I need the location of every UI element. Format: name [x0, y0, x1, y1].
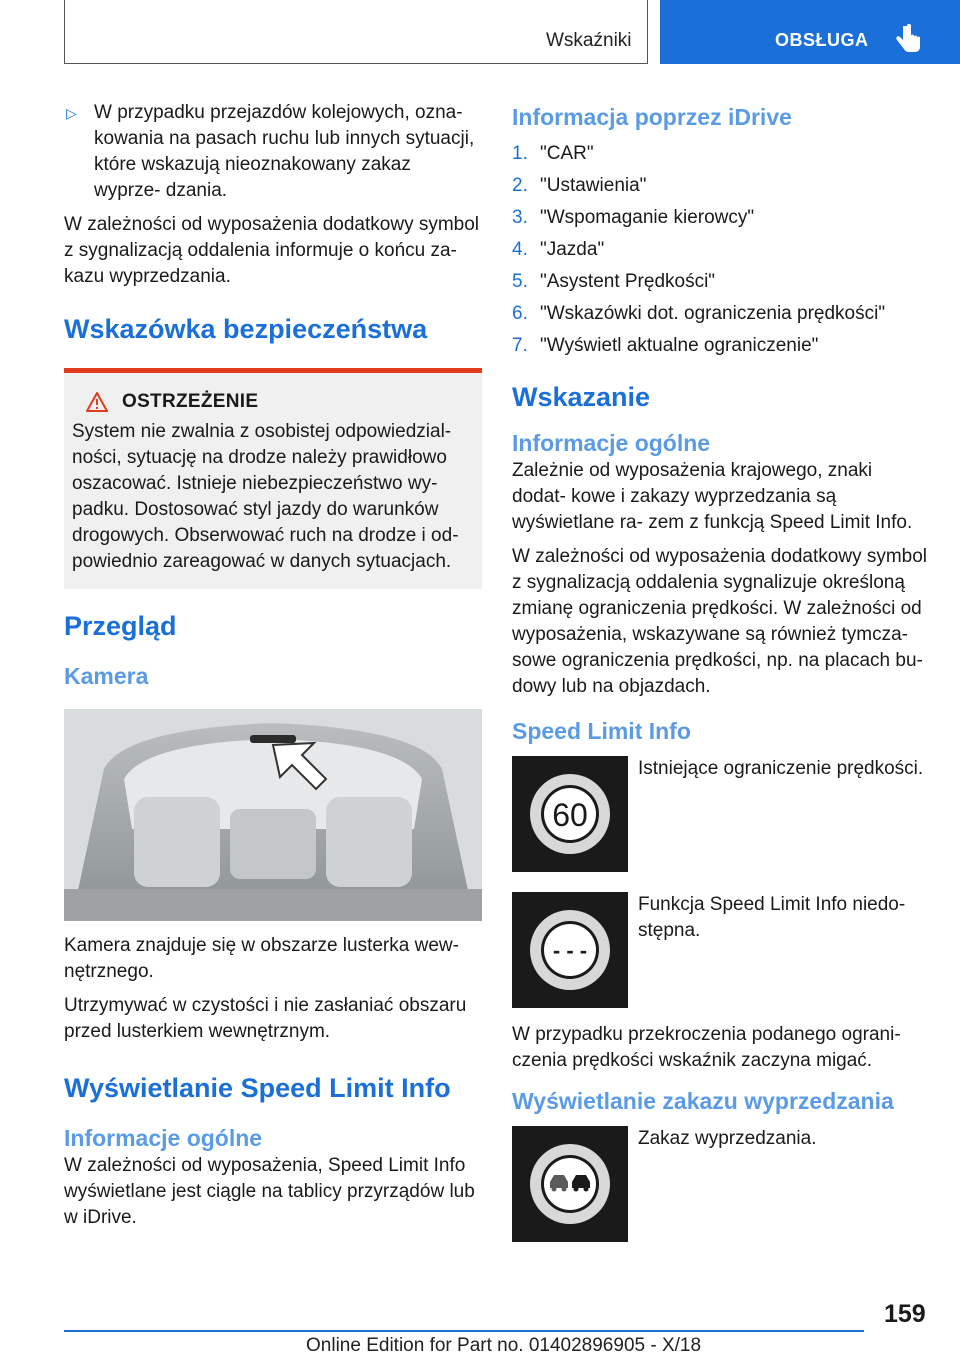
- sign-row: [512, 1126, 930, 1242]
- list-item: 4. "Jazda": [512, 239, 605, 260]
- heading-speed-limit-info: Speed Limit Info: [512, 718, 691, 744]
- list-item: 6. "Wskazówki dot. ograniczenia prędkości": [512, 303, 886, 324]
- sign-description: Istniejące ograniczenie prędkości.: [638, 758, 924, 779]
- footer-divider: [64, 1330, 864, 1332]
- heading-overview: Przegląd: [64, 611, 177, 641]
- right-column: [512, 100, 930, 1256]
- list-item: 2. "Ustawienia": [512, 175, 647, 196]
- heading-general: Informacje ogólne: [512, 430, 711, 456]
- list-item: 5. "Asystent Prędkości": [512, 271, 716, 292]
- page-number: 159: [884, 1300, 926, 1328]
- svg-text:60: 60: [552, 797, 588, 833]
- sign-description: Zakaz wyprzedzania.: [638, 1128, 817, 1149]
- general-text: W zależności od wyposażenia dodatkowy symbol z sygnalizacją oddalenia sygnalizuje określoną zmianę ograniczenia prędkości. W zależności od wyposażenia, wskazywane są również tymcza- sowe ograniczenia prędkości, np. na placach bu- dowy lub na objazdach.: [512, 546, 928, 697]
- warning-title: OSTRZEŻENIE: [122, 391, 259, 412]
- section-title: Wskaźniki: [546, 30, 632, 51]
- tab-obsluga[interactable]: [660, 0, 960, 64]
- general-text: Zależnie od wyposażenia krajowego, znaki dodat- kowe i zakazy wyprzedzania są wyświetlane ra- zem z funkcją Speed Limit Info.: [512, 460, 913, 533]
- sign-row: [512, 892, 930, 1008]
- svg-text:- - -: - - -: [552, 938, 588, 963]
- camera-text: Kamera znajduje się w obszarze lusterka wew- nętrznego.: [64, 935, 459, 982]
- camera-text: Utrzymywać w czystości i nie zasłaniać obszaru przed lusterkiem wewnętrznym.: [64, 995, 467, 1042]
- warning-box: [64, 368, 482, 589]
- speed-limit-60-sign: [512, 756, 628, 872]
- car-interior-camera-image: [64, 709, 482, 921]
- paragraph: W zależności od wyposażenia dodatkowy symbol z sygnalizacją oddalenia informuje o końcu za- kazu wyprzedzania.: [64, 214, 480, 287]
- no-overtaking-icon: [512, 1126, 628, 1242]
- heading-display: Wyświetlanie Speed Limit Info: [64, 1073, 451, 1103]
- heading-indication: Wskazanie: [512, 382, 651, 412]
- list-item: 7. "Wyświetl aktualne ograniczenie": [512, 335, 819, 356]
- warning-header: [72, 391, 474, 413]
- list-item: 1. "CAR": [512, 143, 594, 164]
- sign-row: [512, 756, 930, 872]
- heading-idrive: Informacja poprzez iDrive: [512, 104, 792, 130]
- heading-no-overtaking: Wyświetlanie zakazu wyprzedzania: [512, 1088, 894, 1114]
- warning-text: System nie zwalnia z osobistej odpowiedzial- ności, sytuację na drodze należy prawidłowo oszacować. Istnieje niebezpieczeństwo wy- padku. Dostosować styl jazdy do warunków drogowych. Obserwować ruch na drodze i od- powiednio zareagować w danych sytuacjach.: [72, 421, 459, 572]
- warning-triangle-icon: [86, 392, 108, 412]
- tab-label: OBSŁUGA: [775, 30, 869, 50]
- heading-safety: Wskazówka bezpieczeństwa: [64, 314, 428, 344]
- idrive-steps: [512, 138, 930, 362]
- footer-edition: Online Edition for Part no. 01402896905 - X/18: [306, 1335, 702, 1356]
- speed-limit-sign-icon: [512, 756, 628, 872]
- exceed-text: W przypadku przekroczenia podanego ograni- czenia prędkości wskaźnik zaczyna migać.: [512, 1024, 901, 1071]
- triangle-bullet-icon: ▷: [66, 105, 77, 121]
- list-item: 3. "Wspomaganie kierowcy": [512, 207, 755, 228]
- general-text: W zależności od wyposażenia, Speed Limit Info wyświetlane jest ciągle na tablicy przyrządów lub w iDrive.: [64, 1155, 475, 1228]
- heading-general: Informacje ogólne: [64, 1125, 263, 1151]
- no-overtaking-sign: [512, 1126, 628, 1242]
- list-item: ▷ W przypadku przejazdów kolejowych, ozna- kowania na pasach ruchu lub innych sytuacji, które wskazują nieoznakowany zakaz wyprze- dzania.: [66, 102, 475, 201]
- hand-pointer-icon: [896, 24, 922, 54]
- left-column: [64, 100, 482, 1239]
- sign-description: Funkcja Speed Limit Info niedo- stępna.: [638, 894, 906, 941]
- speed-limit-unavailable-icon: [512, 892, 628, 1008]
- speed-limit-unavailable-sign: [512, 892, 628, 1008]
- heading-camera: Kamera: [64, 663, 149, 689]
